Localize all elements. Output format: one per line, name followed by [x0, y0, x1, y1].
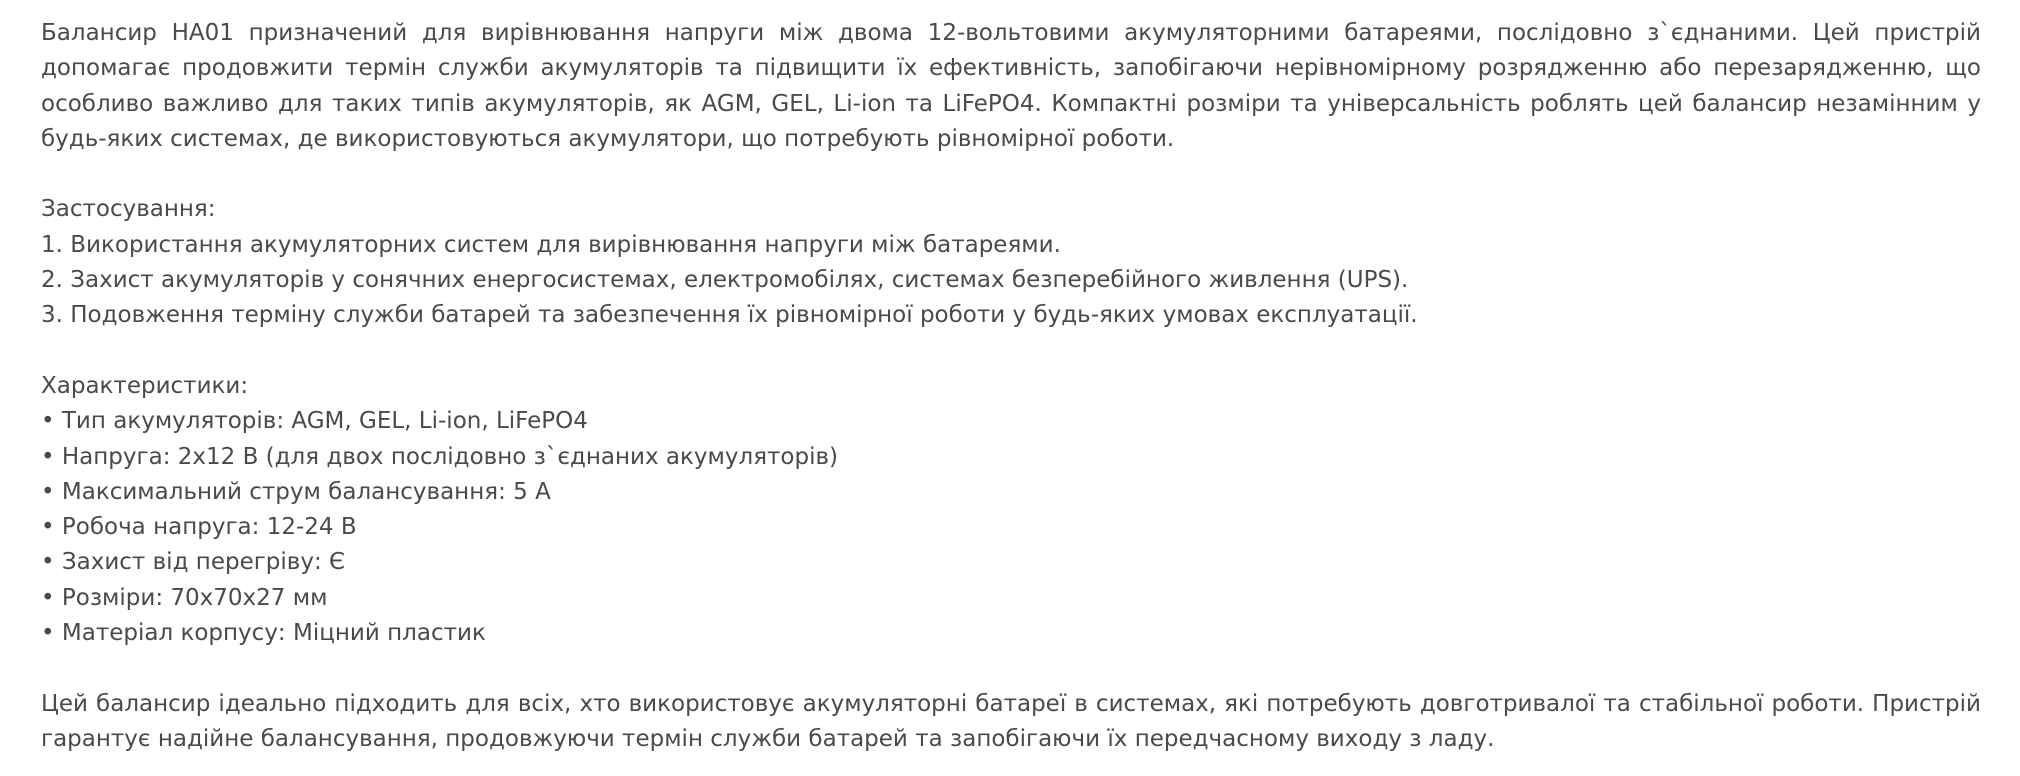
spec-item: • Максимальний струм балансування: 5 А [41, 478, 551, 505]
spacer [41, 334, 1981, 369]
application-item: 3. Подовження терміну служби батарей та забезпечення їх рівномірної роботи у будь-яких умовах експлуатації. [41, 302, 1418, 329]
spec-item: • Розміри: 70x70x27 мм [41, 584, 328, 611]
spec-item: • Матеріал корпусу: Міцний пластик [41, 620, 486, 647]
spec-item: • Тип акумуляторів: AGM, GEL, Li-ion, LiFePO4 [41, 408, 588, 435]
specs-heading: Характеристики: [41, 372, 249, 399]
intro-paragraph: Балансир HA01 призначений для вирівнювання напруги між двома 12-вольтовими акумуляторними батареями, послідовно з`єднаними. Цей пристрій допомагає продовжити термін служби акумуляторів та підвищити їх ефективність, запобігаючи нерівномірному розрядженню або перезарядженню, що особливо важливо для таких типів акумуляторів, як AGM, GEL, Li-ion та LiFePO4. Компактні розміри та універсальність роблять цей балансир незамінним у будь-яких системах, де використовуються акумулятори, що потребують рівномірної роботи. [41, 20, 1981, 152]
application-item: 1. Використання акумуляторних систем для вирівнювання напруги між батареями. [41, 231, 1061, 258]
application-item: 2. Захист акумуляторів у сонячних енергосистемах, електромобілях, системах безперебійного живлення (UPS). [41, 267, 1409, 294]
conclusion-paragraph: Цей балансир ідеально підходить для всіх, хто використовує акумуляторні батареї в системах, які потребують довготривалої та стабільної роботи. Пристрій гарантує надійне балансування, продовжуючи термін служби батарей та запобігаючи їх передчасному виходу з ладу. [41, 690, 1981, 752]
spacer [41, 651, 1981, 686]
spec-item: • Робоча напруга: 12-24 В [41, 514, 357, 541]
spacer [41, 157, 1981, 192]
product-description [41, 16, 1981, 757]
spec-item: • Напруга: 2x12 В (для двох послідовно з`єднаних акумуляторів) [41, 443, 839, 470]
applications-heading: Застосування: [41, 196, 216, 223]
spec-item: • Захист від перегріву: Є [41, 549, 346, 576]
